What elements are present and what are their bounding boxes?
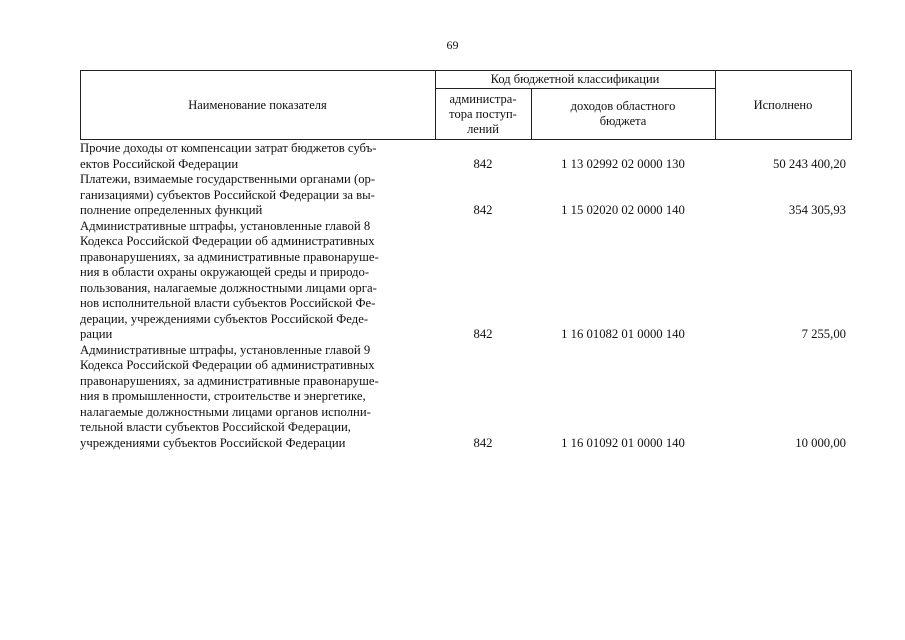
header-name: Наименование показателя xyxy=(188,97,327,112)
table-row xyxy=(80,172,852,219)
header-income: доходов областного бюджета xyxy=(570,99,676,128)
row-admin-code: 842 xyxy=(473,327,493,341)
border-right xyxy=(851,70,852,140)
row-executed: 50 243 400,20 xyxy=(773,156,846,171)
row-budget-code: 1 13 02992 02 0000 130 xyxy=(561,156,685,171)
row-executed: 10 000,00 xyxy=(795,435,846,450)
header-admin: администра- тора поступ- лений xyxy=(449,91,517,136)
row-name: Прочие доходы от компенсации затрат бюджетов субъ- ектов Российской Федерации xyxy=(80,141,377,171)
row-budget-code: 1 16 01082 01 0000 140 xyxy=(561,327,685,341)
row-admin-code: 842 xyxy=(473,435,493,450)
table-row xyxy=(80,343,852,452)
table-header xyxy=(80,70,852,140)
header-classification: Код бюджетной классификации xyxy=(490,71,660,86)
row-name: Административные штрафы, установленные главой 9 Кодекса Российской Федерации об административных правонарушениях, за административные правонаруше- ния в промышленности, строительстве и энергетике, налагаемые должностными лицами органов исполни- тельной власти субъектов Российской Федерации, учреждениями субъектов Российской Федерации xyxy=(80,342,379,450)
table-row xyxy=(80,141,852,172)
page-number: 69 xyxy=(446,38,459,52)
row-name: Платежи, взимаемые государственными органами (ор- ганизациями) субъектов Российской Федерации за вы- полнение определенных функций xyxy=(80,172,376,217)
row-budget-code: 1 15 02020 02 0000 140 xyxy=(561,203,685,217)
row-budget-code: 1 16 01092 01 0000 140 xyxy=(561,435,685,450)
row-name: Административные штрафы, установленные главой 8 Кодекса Российской Федерации об административных правонарушениях, за административные правонаруше- ния в области охраны окружающей среды и природо- пользования, налагаемые должностными лицами орга- нов исполнительной власти субъектов Российской Фе- дерации, учреждениями субъектов Российской Феде- рации xyxy=(80,218,379,341)
table-body xyxy=(80,141,852,451)
row-admin-code: 842 xyxy=(473,203,493,217)
row-executed: 7 255,00 xyxy=(801,327,846,341)
row-executed: 354 305,93 xyxy=(788,203,846,217)
row-admin-code: 842 xyxy=(473,156,493,171)
table-row xyxy=(80,219,852,343)
header-executed: Исполнено xyxy=(753,97,813,112)
